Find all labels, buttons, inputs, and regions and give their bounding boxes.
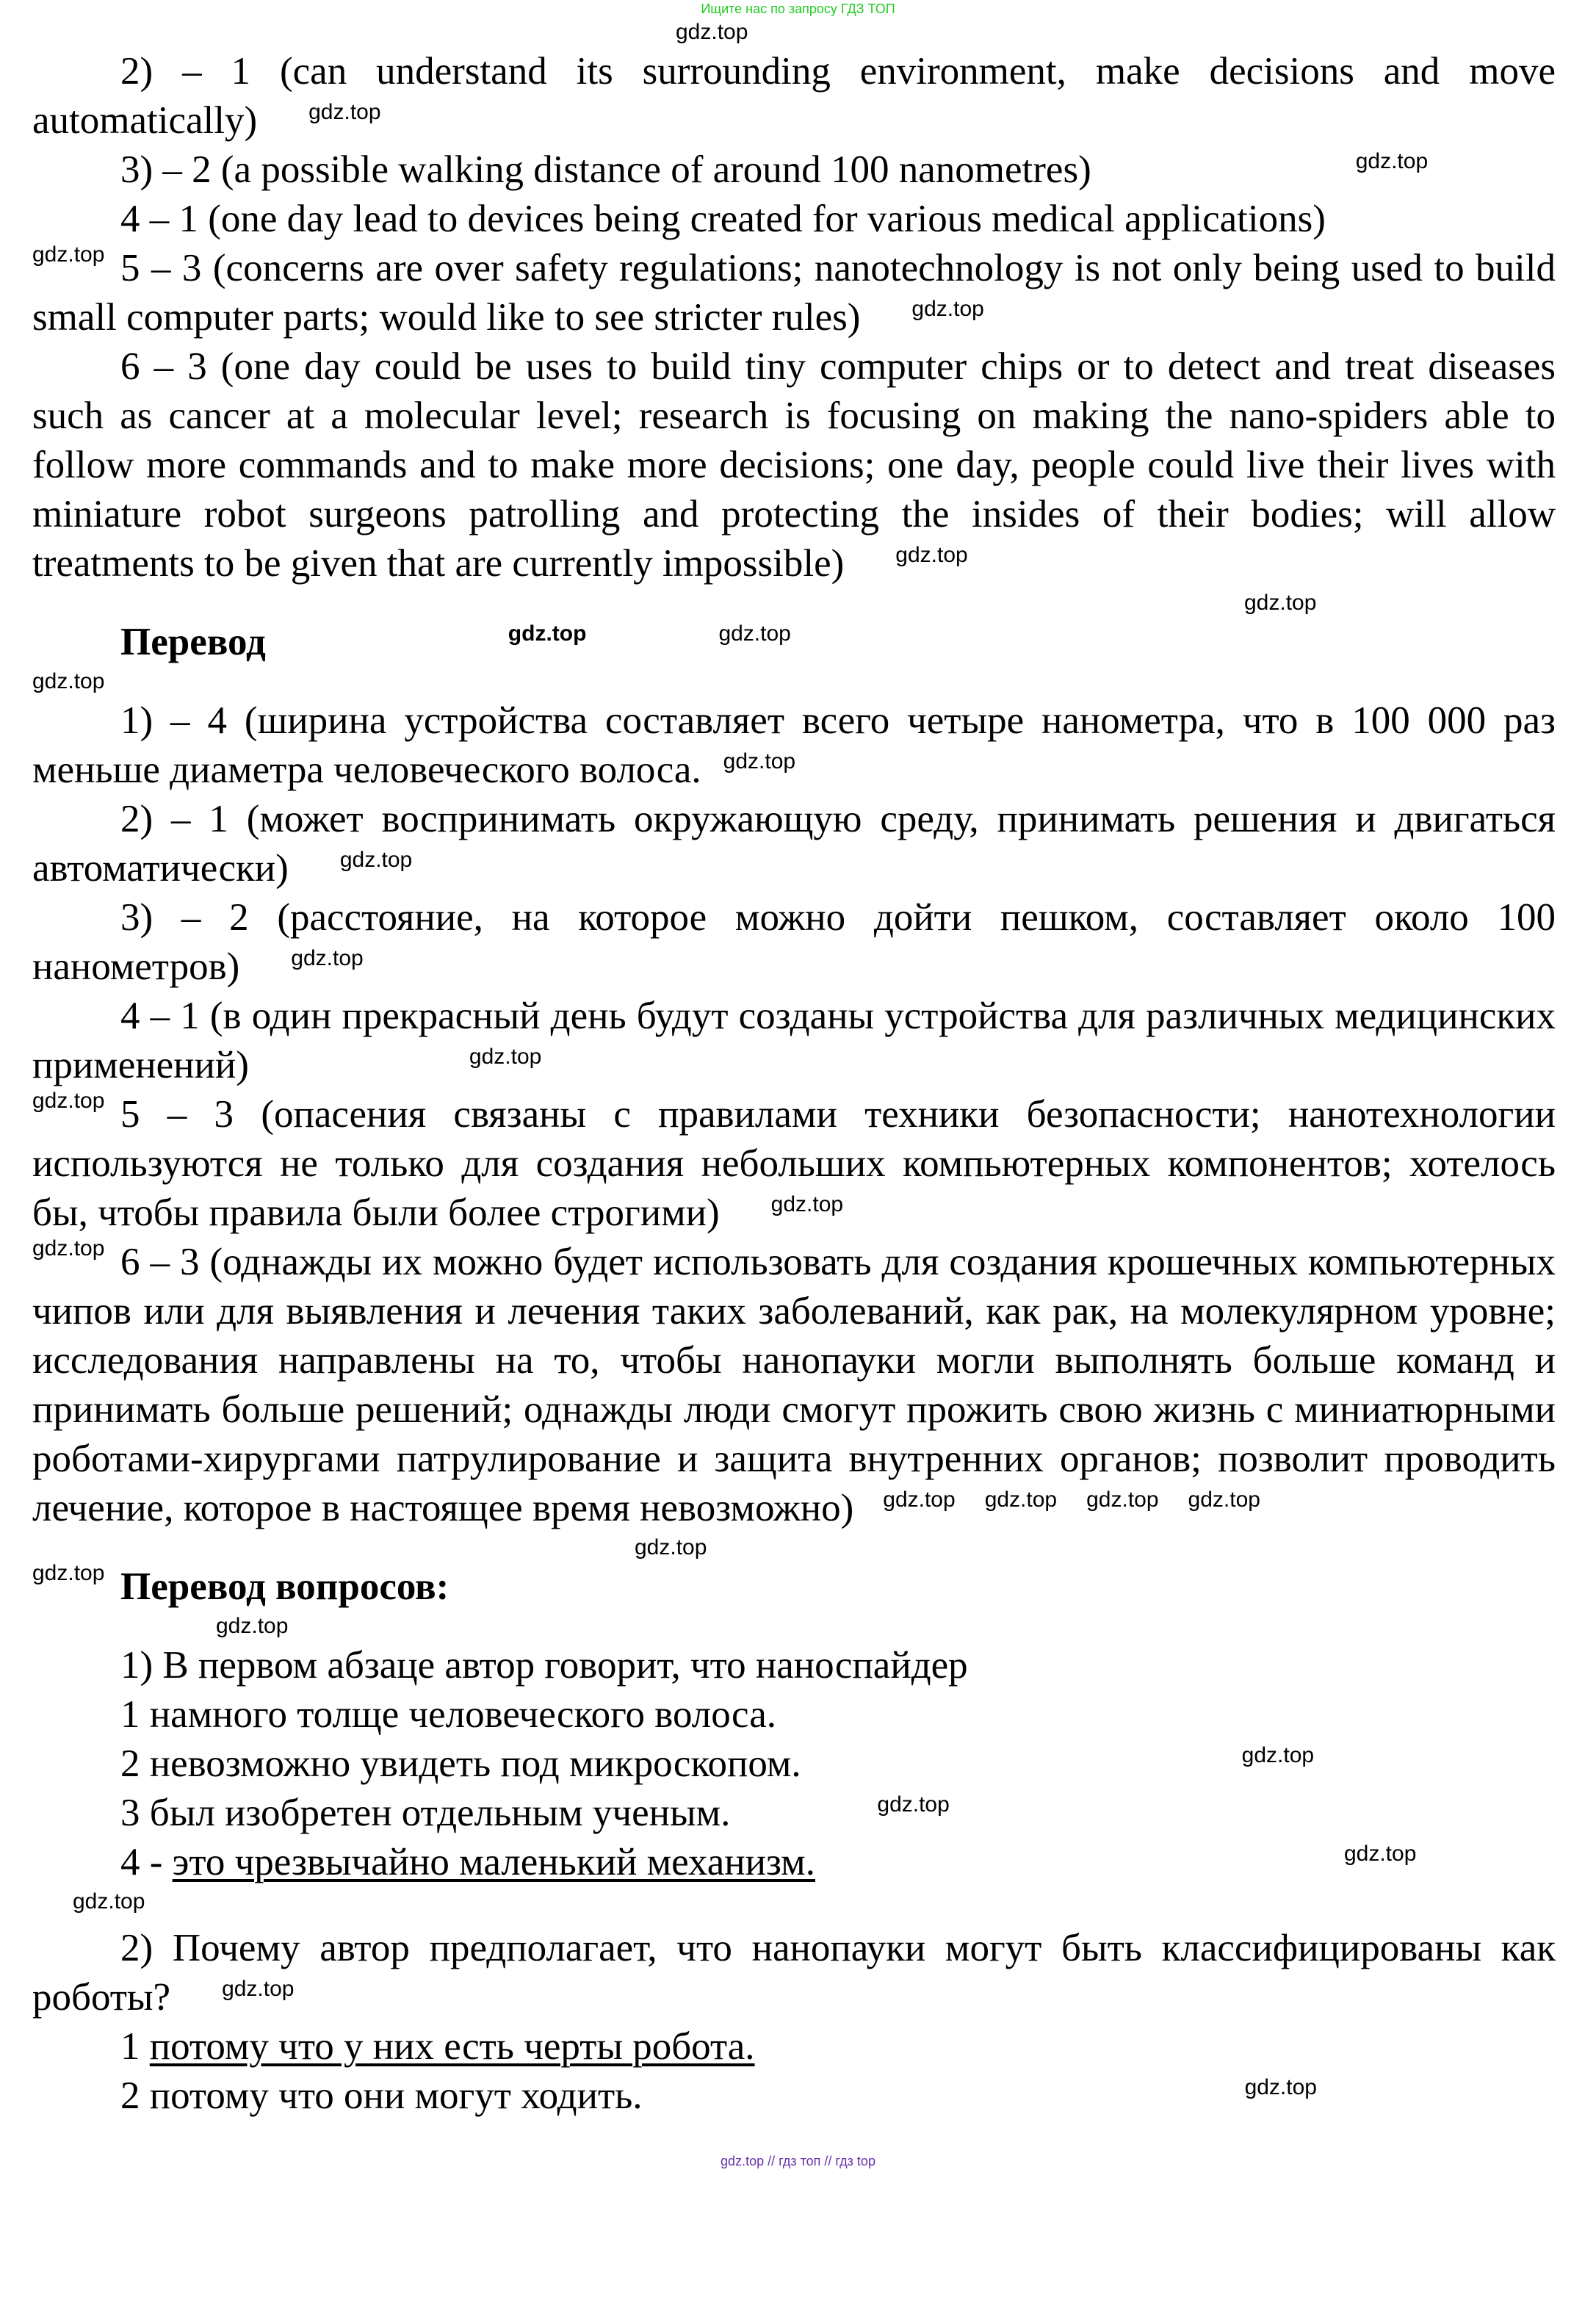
top-banner: Ищите нас по запросу ГДЗ ТОП [701, 1, 895, 16]
q2-answer-prefix: 1 [120, 2025, 150, 2068]
q2-answer: потому что у них есть черты робота. [149, 2025, 755, 2068]
watermark-row [32, 1612, 1556, 1641]
answer-en-5 [32, 244, 1556, 342]
answer-en-2-text: 2) – 1 (can understand its surrounding environment, make decisions and move automatically) [32, 50, 1556, 142]
q2-option-1 [32, 2022, 1556, 2071]
q1-option-1 [32, 1690, 1556, 1739]
answer-en-4 [32, 195, 1556, 244]
q2-option-2 [32, 2071, 1556, 2121]
watermark: gdz.top [469, 1045, 542, 1070]
q1-option-3-text: 3 был изобретен отдельным ученым. [120, 1792, 731, 1834]
answer-ru-6 [32, 1238, 1556, 1533]
q1-option-3 [32, 1789, 1556, 1838]
answer-en-2 [32, 47, 1556, 145]
watermark: gdz.top [1188, 1488, 1260, 1512]
q1-option-1-text: 1 намного толще человеческого волоса. [120, 1693, 776, 1736]
watermark: gdz.top [73, 1889, 145, 1914]
questions-heading-text: Перевод вопросов: [120, 1565, 449, 1608]
watermark: gdz.top [508, 621, 587, 646]
watermark: gdz.top [308, 100, 381, 125]
watermark: gdz.top [718, 621, 791, 646]
questions-heading [32, 1562, 1556, 1612]
document-page [0, 18, 1596, 2121]
answer-ru-6-text: 6 – 3 (однажды их можно будет использовать для создания крошечных компьютерных чипов или для выявления и лечения таких заболеваний, как рак, на молекулярном уровне; исследования направлены на то, чтобы нанопауки могли выполнять больше команд и принимать больше решений; однажды люди смогут прожить свою жизнь с миниатюрными роботами-хирургами патрулирование и защита внутренних органов; позволит проводить лечение, которое в настоящее время невозможно) [32, 1241, 1556, 1529]
answer-ru-5-text: 5 – 3 (опасения связаны с правилами техники безопасности; нанотехнологии используются не только для создания небольших компьютерных компонентов; хотелось бы, чтобы правила были более строгими) [32, 1093, 1556, 1234]
translation-heading-text: Перевод [120, 621, 266, 663]
answer-ru-4 [32, 992, 1556, 1090]
lead-box [32, 1562, 120, 1612]
watermark: gdz.top [877, 1792, 950, 1817]
answer-en-6-text: 6 – 3 (one day could be uses to build tiny computer chips or to detect and treat diseases such as cancer at a molecular level; research is focusing on making the nano-spiders able to follow more commands and to make more decisions; one day, people could live their lives with miniature robot surgeons patrolling and protecting the insides of their bodies; will allow treatments to be given that are currently impossible) [32, 345, 1556, 585]
watermark: gdz.top [723, 749, 796, 774]
watermark: gdz.top [1086, 1488, 1159, 1512]
q1-option-2-text: 2 невозможно увидеть под микроскопом. [120, 1742, 801, 1785]
answer-ru-1 [32, 696, 1556, 795]
answer-ru-1-text: 1) – 4 (ширина устройства составляет всего четыре нанометра, что в 100 000 раз меньше диаметра человеческого волоса. [32, 699, 1556, 791]
answer-ru-5 [32, 1090, 1556, 1238]
lead-box [32, 1238, 120, 1287]
watermark: gdz.top [895, 543, 968, 568]
watermark: gdz.top [339, 848, 413, 873]
watermark: gdz.top [883, 1488, 956, 1512]
q1-question [32, 1641, 1556, 1690]
watermark-row [32, 18, 1556, 47]
q1-question-text: 1) В первом абзаце автор говорит, что наноспайдер [120, 1644, 968, 1687]
watermark: gdz.top [1241, 1743, 1315, 1768]
watermark: gdz.top [676, 20, 748, 44]
q1-option-4 [32, 1838, 1556, 1887]
watermark: gdz.top [911, 297, 984, 322]
watermark: gdz.top [1343, 1842, 1417, 1867]
footer-watermark: gdz.top // гдз топ // гдз top [721, 2154, 875, 2168]
answer-ru-2 [32, 795, 1556, 893]
q2-option-2-text: 2 потому что они могут ходить. [120, 2074, 643, 2117]
watermark: gdz.top [32, 1236, 105, 1261]
translation-heading [32, 618, 1556, 667]
watermark: gdz.top [1244, 591, 1317, 615]
answer-en-3 [32, 145, 1556, 195]
watermark: gdz.top [770, 1192, 844, 1217]
watermark: gdz.top [635, 1535, 707, 1559]
watermark: gdz.top [1355, 149, 1429, 174]
answer-en-6 [32, 342, 1556, 588]
watermark: gdz.top [32, 669, 105, 693]
watermark-row [32, 588, 1556, 618]
answer-ru-3-text: 3) – 2 (расстояние, на которое можно дойти пешком, составляет около 100 нанометров) [32, 896, 1556, 988]
lead-box [32, 1090, 120, 1139]
answer-ru-2-text: 2) – 1 (может воспринимать окружающую среду, принимать решения и двигаться автоматически) [32, 798, 1556, 890]
answer-ru-3 [32, 893, 1556, 992]
answer-en-3-text: 3) – 2 (a possible walking distance of around 100 nanometres) [120, 148, 1091, 191]
watermark-row [32, 667, 1556, 696]
lead-box [32, 244, 120, 293]
watermark: gdz.top [291, 946, 364, 971]
watermark-row [32, 1533, 1556, 1562]
answer-en-5-text: 5 – 3 (concerns are over safety regulations; nanotechnology is not only being used to build small computer parts; would like to see stricter rules) [32, 247, 1556, 339]
q2-question [32, 1924, 1556, 2022]
watermark: gdz.top [222, 1977, 295, 2002]
watermark: gdz.top [216, 1614, 289, 1638]
watermark: gdz.top [32, 1561, 105, 1585]
q1-option-2 [32, 1739, 1556, 1789]
answer-en-4-text: 4 – 1 (one day lead to devices being created for various medical applications) [120, 198, 1326, 240]
q2-question-text: 2) Почему автор предполагает, что нанопауки могут быть классифицированы как роботы? [32, 1927, 1556, 2019]
watermark: gdz.top [32, 1089, 105, 1113]
watermark-row [32, 1887, 1556, 1916]
answer-ru-4-text: 4 – 1 (в один прекрасный день будут созданы устройства для различных медицинских применений) [32, 995, 1556, 1086]
watermark: gdz.top [1244, 2075, 1317, 2100]
q1-answer: это чрезвычайно маленький механизм. [172, 1841, 815, 1883]
watermark: gdz.top [32, 242, 105, 267]
watermark: gdz.top [984, 1488, 1058, 1512]
q1-answer-prefix: 4 - [120, 1841, 173, 1883]
